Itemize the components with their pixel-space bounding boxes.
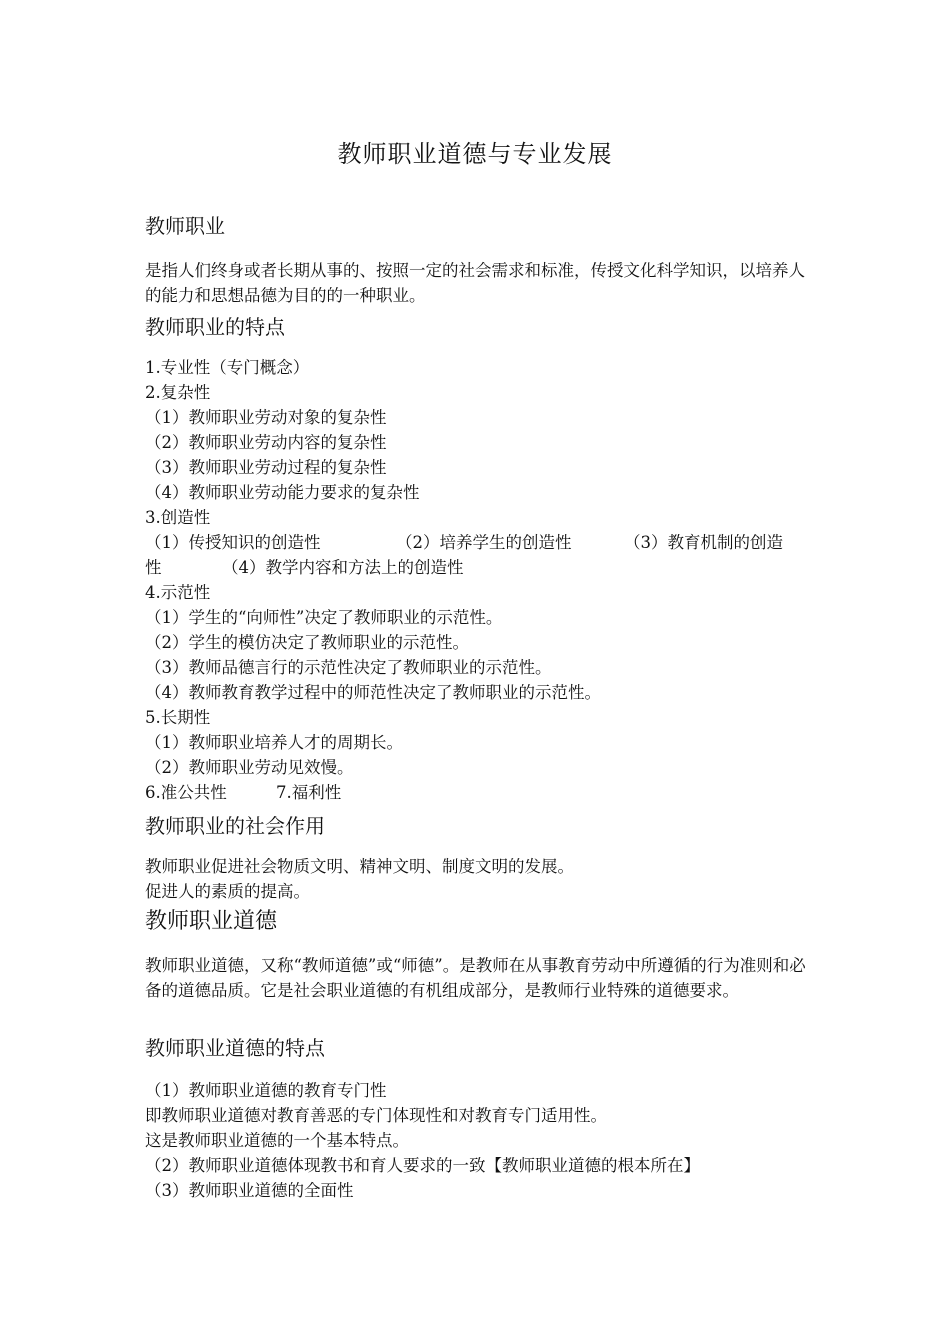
list-item: （1）教师职业劳动对象的复杂性	[145, 408, 387, 427]
list-item: （1）教师职业培养人才的周期长。	[145, 733, 403, 752]
list-item: 7.福利性	[276, 783, 342, 802]
document-title: 教师职业道德与专业发展	[337, 140, 613, 168]
list-item: （3）教师品德言行的示范性决定了教师职业的示范性。	[145, 658, 552, 677]
heading-social-role: 教师职业的社会作用	[145, 814, 325, 838]
list-item: （2）培养学生的创造性	[396, 533, 572, 552]
paragraph-ethics-definition: 教师职业道德，又称“教师道德”或“师德”。是教师在从事教育劳动中所遵循的行为准则和必备的道德品质。它是社会职业道德的有机组成部分，是教师行业特殊的道德要求。	[145, 956, 806, 1000]
list-item: （2）教师职业道德体现教书和育人要求的一致【教师职业道德的根本所在】	[145, 1156, 700, 1175]
paragraph-definition: 是指人们终身或者长期从事的、按照一定的社会需求和标准，传授文化科学知识，以培养人的能力和思想品德为目的的一种职业。	[145, 261, 805, 305]
list-item: （3）教师职业道德的全面性	[145, 1181, 354, 1200]
list-item: 这是教师职业道德的一个基本特点。	[145, 1131, 409, 1150]
heading-teacher-profession: 教师职业	[145, 214, 225, 238]
list-item: 2.复杂性	[145, 383, 211, 402]
paragraph-line: 教师职业促进社会物质文明、精神文明、制度文明的发展。	[145, 857, 574, 876]
list-item: 6.准公共性	[145, 783, 227, 802]
paragraph-line: 促进人的素质的提高。	[145, 882, 310, 901]
list-item: 5.长期性	[145, 708, 211, 727]
list-item: 性	[145, 558, 162, 577]
list-item: （1）教师职业道德的教育专门性	[145, 1081, 387, 1100]
list-item: 4.示范性	[145, 583, 211, 602]
heading-professional-ethics: 教师职业道德	[145, 909, 278, 934]
list-item: （2）教师职业劳动内容的复杂性	[145, 433, 387, 452]
list-item: （1）传授知识的创造性	[145, 533, 321, 552]
heading-ethics-features: 教师职业道德的特点	[145, 1036, 325, 1060]
list-item: （3）教育机制的创造	[624, 533, 783, 552]
list-item: （4）教师教育教学过程中的师范性决定了教师职业的示范性。	[145, 683, 601, 702]
list-item: 3.创造性	[145, 508, 211, 527]
list-item: 即教师职业道德对教育善恶的专门体现性和对教育专门适用性。	[145, 1106, 607, 1125]
list-item: 1.专业性（专门概念）	[145, 358, 310, 377]
list-item: （4）教学内容和方法上的创造性	[222, 558, 464, 577]
list-item: （4）教师职业劳动能力要求的复杂性	[145, 483, 420, 502]
list-item: （3）教师职业劳动过程的复杂性	[145, 458, 387, 477]
list-item: （2）教师职业劳动见效慢。	[145, 758, 354, 777]
list-item: （1）学生的“向师性”决定了教师职业的示范性。	[145, 608, 503, 627]
list-item: （2）学生的模仿决定了教师职业的示范性。	[145, 633, 469, 652]
heading-profession-features: 教师职业的特点	[145, 315, 285, 339]
